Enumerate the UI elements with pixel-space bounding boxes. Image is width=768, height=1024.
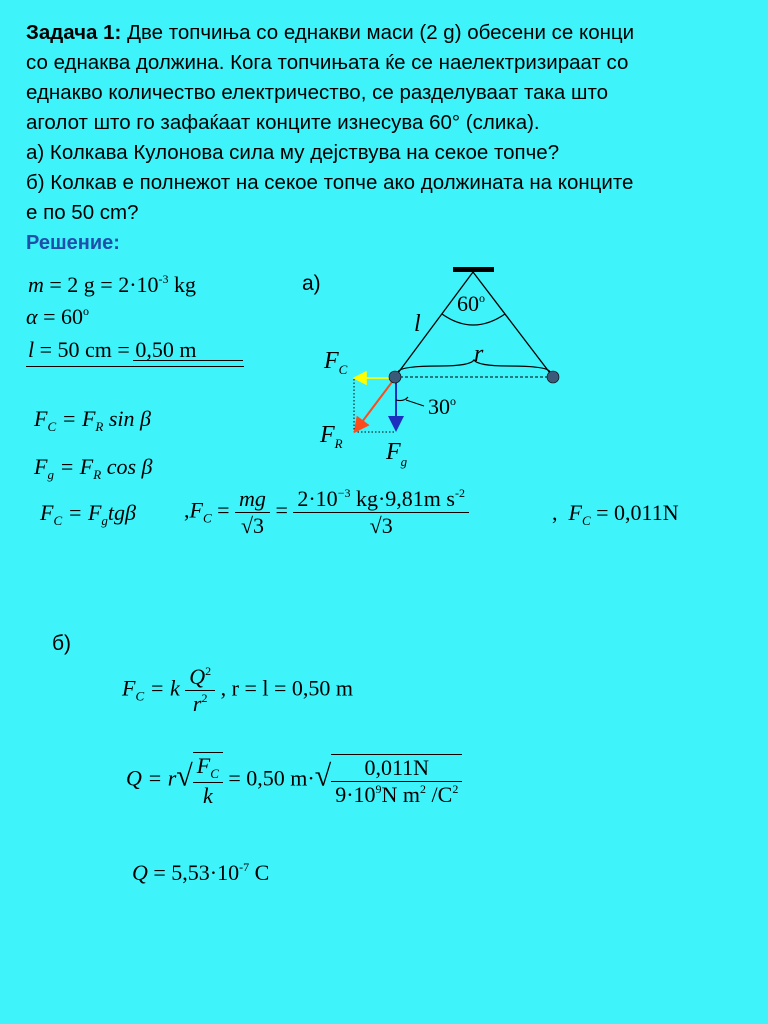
pendulum-diagram: [300, 260, 590, 475]
fg-label: $F_g$: [386, 439, 408, 469]
equation-fg-cos: $F_g = F_R$ cos β: [34, 454, 153, 482]
solution-label: Решение:: [26, 232, 120, 254]
length-label: l: [414, 311, 421, 337]
problem-line-4: аголот што го зафаќаат конците изнесува 60° (слика).: [26, 111, 540, 134]
fc-label: $F_C$: [324, 348, 348, 377]
fraction-mg-root3: $\frac{mg}{√3}$: [235, 486, 270, 539]
equation-fc-fraction: $,F_C$ = $\frac{mg}{√3}$ = $\frac{2\cdot 10^{-3} kg\cdot 9,81m s^{-2}}{√3}$: [184, 486, 469, 539]
conversion-underline: [133, 360, 243, 361]
given-angle: $\alpha = 60^o$: [26, 304, 89, 329]
given-divider: [26, 366, 244, 367]
angle-top-label: 60$^o$: [457, 291, 485, 316]
problem-line-6: б) Колкав е полнежот на секое топче ако должината на конците: [26, 171, 634, 194]
left-string: [395, 272, 473, 377]
left-ball: [389, 371, 401, 383]
equation-coulomb: $F_C = k$ $\frac{Q^2}{r^2}$ , r = l = 0,50 m: [122, 664, 354, 716]
problem-line-1: Задача 1: Две топчиња со еднакви маси (2 g) обесени се конци: [26, 21, 635, 44]
equation-fc-tg: $F_C = F_gtg\beta$: [40, 500, 136, 528]
problem-line-5: а) Колкава Кулонова сила му дејствува на секое топче?: [26, 141, 560, 164]
problem-line-3: еднакво количество електричество, се разделуваат така што: [26, 81, 609, 104]
fraction-q2-r2: $\frac{Q^2}{r^2}$: [185, 664, 215, 717]
result-fc: , $F_C = 0,011N$: [552, 500, 679, 528]
fr-arrow: [356, 378, 395, 430]
problem-title: Задача 1:: [26, 21, 122, 44]
fraction-numeric-b: $\frac{0,011N}{9\cdot 10^9N m^2 /C^2}$: [331, 754, 462, 808]
ceiling-bar: [453, 267, 494, 272]
equation-fc-sin: $F_C = F_R$ sin β: [34, 406, 152, 434]
right-ball: [547, 371, 559, 383]
angle-pointer: [406, 400, 424, 406]
problem-line-2: со еднаква должина. Кога топчињата ќе се наелектризираат со: [26, 51, 629, 74]
part-b-label: б): [52, 632, 72, 655]
equation-q-root: Q = r√ $\frac{F_C}{k}$ = 0,50 m·√ $\frac{0,011N}{9\cdot 10^9N m^2 /C^2}$: [126, 752, 462, 809]
part-a-label: а): [302, 272, 321, 295]
distance-label: r: [474, 341, 484, 367]
right-string: [473, 272, 553, 377]
given-length: l = 50 cm = 0,50 m: [28, 337, 197, 362]
problem-statement: [26, 18, 742, 228]
given-mass: m = 2 $g = 2\cdot 10^{-3}$ kg: [28, 272, 197, 297]
fraction-numeric: $\frac{2\cdot 10^{-3} kg\cdot 9,81m s^{-2}}{√3}$: [293, 486, 469, 539]
problem-line-7: е по 50 cm?: [26, 201, 139, 224]
angle-side-label: 30$^o$: [428, 394, 456, 419]
result-q: $Q = 5,53\cdot 10^{-7}$ C: [132, 860, 270, 885]
fraction-fc-k: $\frac{F_C}{k}$: [193, 752, 223, 809]
fr-label: $F_R$: [320, 422, 343, 451]
